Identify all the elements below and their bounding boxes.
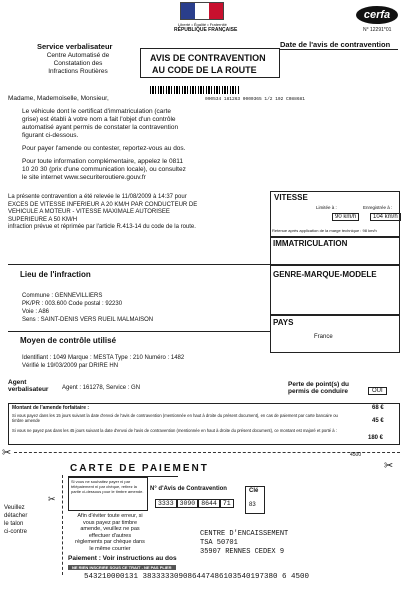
offense-line2: EXCES DE VITESSE INFERIEUR A 20 KM/H PAR CONDUCTEUR DE — [8, 201, 198, 208]
amount-majored: 180 € — [368, 435, 384, 441]
marque-title: GENRE-MARQUE-MODELE — [273, 270, 377, 279]
cle-label: Clé — [249, 488, 259, 494]
top-barcode — [150, 86, 240, 94]
recorded-value: 104 km/h — [370, 213, 401, 221]
service-title: Service verbalisateur — [37, 42, 113, 51]
address-line-2: TSA 50701 — [200, 539, 238, 547]
republic-motto: Liberté • Égalité • Fraternité — [178, 22, 227, 27]
avis-number — [155, 499, 234, 508]
controle-details — [22, 354, 184, 370]
limit-value: 90 km/h — [332, 213, 359, 221]
avis-label: N° d'Avis de Contravention — [150, 486, 227, 492]
address — [200, 530, 288, 557]
left-note-1: Veuillez — [4, 505, 25, 511]
letter-p2: Pour payer l'amende ou contester, reportez-vous au dos. — [22, 145, 186, 152]
avis-part-3: 8644 — [198, 499, 220, 508]
footer-bar: NE RIEN INSCRIRE SOUS CE TRAIT - NE PAS PLIER — [68, 565, 176, 570]
limit-label: Limitée à : — [316, 205, 337, 210]
address-line-3: 35907 RENNES CEDEX 9 — [200, 548, 285, 556]
letter-p1: Le véhicule dont le certificat d'immatriculation (carte grise) est établi à votre nom a fait l'objet d'un contrôle automatisé ayant permis de constater la contravention figurant ci-dessous. — [22, 108, 179, 139]
doc-title-2: AU CODE DE LA ROUTE — [152, 65, 257, 75]
address-line-1: CENTRE D'ENCAISSEMENT — [200, 530, 289, 538]
greeting: Madame, Mademoiselle, Monsieur, — [8, 95, 109, 102]
lieu-divider — [8, 264, 270, 265]
left-note — [4, 504, 27, 536]
controle-line2: Vérifié le 19/03/2009 par DRIRE HN — [22, 363, 119, 369]
points-label: Perte de point(s) du permis de conduire — [288, 381, 350, 395]
bottom-code: 543210000131 383333309086447486103540197380 6 4500 — [84, 573, 310, 581]
date-label: Date de l'avis de contravention — [280, 40, 391, 49]
recorded-label: Enregistrée à : — [363, 205, 393, 210]
left-note-4: ci-contre — [4, 529, 28, 535]
lieu-voie: Voie : A86 — [22, 309, 50, 315]
side-note: Si vous ne souhaitez payer ni par télépaiement ni par chèque, retirez la partie ci-dessous pour le timbre amende. — [71, 479, 144, 494]
avis-part-4: 71 — [220, 499, 234, 508]
scissors-icon-left: ✂ — [48, 494, 56, 504]
lieu-pk: PK/PR : 003.600 Code postal : 92230 — [22, 301, 123, 307]
offense-line4: SUPERIEURE A 50 KM/H — [8, 216, 78, 223]
cle-value: 83 — [249, 502, 256, 508]
left-note-2: détacher — [4, 513, 28, 519]
immat-title: IMMATRICULATION — [273, 239, 348, 248]
offense-intro: La présente contravention a été relevée le 11/08/2009 à 14:37 pour — [8, 194, 187, 200]
amount-minored-label: Si vous payez dans les 15 jours suivant la date d'envoi de l'avis de contravention (mentionnée en haut à droite du présent document), en cas de paiement par carte bancaire ou timbre amende — [12, 413, 338, 423]
lieu-title: Lieu de l'infraction — [20, 270, 91, 279]
controle-title: Moyen de contrôle utilisé — [20, 336, 117, 345]
agent-label: Agent verbalisateur — [8, 379, 49, 393]
vertical-cut-line — [62, 475, 63, 575]
avis-part-2: 3090 — [177, 499, 199, 508]
vitesse-title: VITESSE — [274, 193, 308, 202]
controle-divider — [8, 331, 270, 332]
reference-line: 090534 181263 0000365 1/2 102 C088681 — [205, 97, 305, 102]
pays-value: France — [314, 334, 333, 340]
offense-text — [8, 194, 270, 232]
pays-title: PAYS — [273, 318, 294, 327]
avis-part-1: 3333 — [155, 499, 177, 508]
lieu-sens: Sens : SAINT-DENIS VERS RUEIL MALMAISON — [22, 317, 154, 323]
retained-speed: Retenue après application de la marge technique : 98 km/h — [272, 228, 377, 233]
amount-minored: 45 € — [372, 418, 384, 424]
scissors-icon: ✂ — [2, 447, 12, 459]
service-name: Centre Automatisé de Constatation des Infractions Routières — [46, 52, 110, 75]
amount-normal: 68 € — [372, 405, 384, 411]
letter-p3: Pour toute information complémentaire, appelez le 0811 10 20 30 (prix d'une communication locale), ou consultez le site internet www.securiteroutiere.gouv.fr — [22, 158, 186, 181]
french-flag-logo — [180, 2, 224, 20]
lieu-details — [22, 292, 153, 324]
payment-code: 4500 — [350, 452, 362, 458]
instructions: Paiement : Voir instructions au dos — [68, 555, 177, 562]
help-text: Afin d'éviter toute erreur, si vous payez par timbre amende, veuillez ne pas effectuer d'autres règlements par chèque dans le même courrier — [75, 513, 145, 552]
cerfa-logo: cerfa — [356, 6, 398, 24]
offense-line3: VEHICULE A MOTEUR - VITESSE MAXIMALE AUTORISEE — [8, 209, 170, 215]
scissors-icon-right: ✂ — [384, 460, 394, 472]
form-number: N° 12291*01 — [363, 27, 392, 33]
date-line — [280, 49, 398, 50]
agent-value: Agent : 161278, Service : GN — [62, 385, 141, 391]
lieu-commune: Commune : GENNEVILLIERS — [22, 293, 103, 299]
letter — [8, 95, 188, 182]
amount-title: Montant de l'amende forfaitaire : — [12, 405, 90, 411]
controle-line1: Identifiant : 1049 Marque : MESTA Type : 210 Numéro : 1482 — [22, 355, 185, 361]
points-value: OUI — [368, 387, 387, 395]
doc-title-1: AVIS DE CONTRAVENTION — [150, 53, 266, 63]
payment-title: CARTE DE PAIEMENT — [70, 463, 209, 474]
cut-line — [14, 452, 400, 453]
left-note-3: le talon — [4, 521, 24, 527]
amount-majored-label: Si vous ne payez pas dans les 45 jours suivant la date d'envoi de l'avis de contravention (mentionnée en haut à droite du présent document), ce montant est majoré et porté à : — [12, 428, 337, 433]
republic-label: RÉPUBLIQUE FRANÇAISE — [174, 27, 238, 33]
offense-line5: infraction prévue et réprimée par l'article R.413-14 du code de la route. — [8, 224, 196, 230]
